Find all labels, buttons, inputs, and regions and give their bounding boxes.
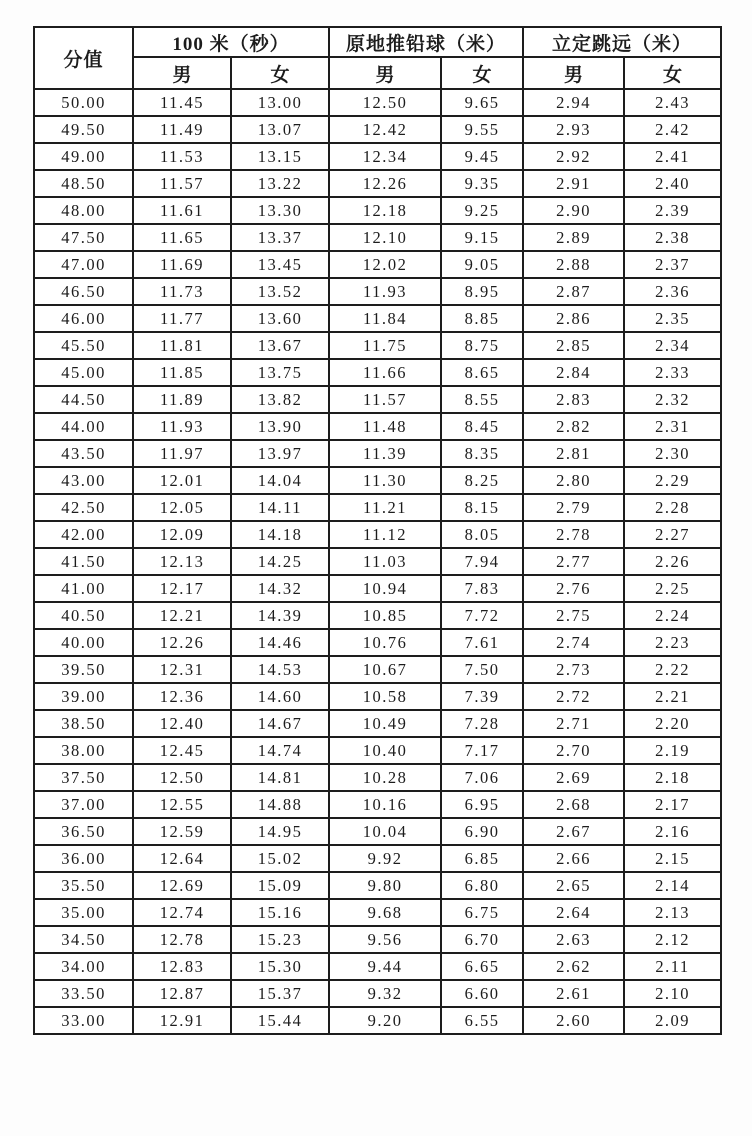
value-cell: 2.75: [523, 602, 624, 629]
value-cell: 2.27: [624, 521, 721, 548]
value-cell: 8.05: [441, 521, 523, 548]
value-cell: 2.15: [624, 845, 721, 872]
value-cell: 2.37: [624, 251, 721, 278]
score-cell: 33.50: [34, 980, 133, 1007]
score-cell: 44.50: [34, 386, 133, 413]
value-cell: 10.94: [329, 575, 441, 602]
value-cell: 10.58: [329, 683, 441, 710]
value-cell: 2.10: [624, 980, 721, 1007]
value-cell: 12.05: [133, 494, 231, 521]
value-cell: 13.52: [231, 278, 329, 305]
value-cell: 2.89: [523, 224, 624, 251]
value-cell: 9.05: [441, 251, 523, 278]
score-cell: 50.00: [34, 89, 133, 116]
value-cell: 13.07: [231, 116, 329, 143]
value-cell: 2.26: [624, 548, 721, 575]
value-cell: 2.71: [523, 710, 624, 737]
score-cell: 44.00: [34, 413, 133, 440]
score-cell: 43.00: [34, 467, 133, 494]
value-cell: 6.80: [441, 872, 523, 899]
value-cell: 2.16: [624, 818, 721, 845]
value-cell: 8.45: [441, 413, 523, 440]
score-cell: 49.00: [34, 143, 133, 170]
table-row: [34, 170, 721, 197]
value-cell: 9.32: [329, 980, 441, 1007]
table-row: [34, 818, 721, 845]
value-cell: 12.87: [133, 980, 231, 1007]
value-cell: 15.16: [231, 899, 329, 926]
value-cell: 11.39: [329, 440, 441, 467]
value-cell: 2.32: [624, 386, 721, 413]
header-standing-long-jump: 立定跳远（米）: [523, 27, 721, 57]
header-100m-female: 女: [231, 57, 329, 89]
value-cell: 12.02: [329, 251, 441, 278]
value-cell: 11.69: [133, 251, 231, 278]
score-cell: 49.50: [34, 116, 133, 143]
value-cell: 8.55: [441, 386, 523, 413]
value-cell: 13.75: [231, 359, 329, 386]
value-cell: 8.85: [441, 305, 523, 332]
score-cell: 42.00: [34, 521, 133, 548]
value-cell: 8.35: [441, 440, 523, 467]
value-cell: 14.11: [231, 494, 329, 521]
value-cell: 2.86: [523, 305, 624, 332]
value-cell: 14.53: [231, 656, 329, 683]
value-cell: 2.66: [523, 845, 624, 872]
value-cell: 9.15: [441, 224, 523, 251]
value-cell: 12.45: [133, 737, 231, 764]
score-cell: 35.00: [34, 899, 133, 926]
value-cell: 9.56: [329, 926, 441, 953]
value-cell: 2.25: [624, 575, 721, 602]
value-cell: 9.65: [441, 89, 523, 116]
value-cell: 13.00: [231, 89, 329, 116]
value-cell: 11.77: [133, 305, 231, 332]
table-row: [34, 224, 721, 251]
score-cell: 36.50: [34, 818, 133, 845]
table-row: [34, 791, 721, 818]
table-row: [34, 575, 721, 602]
value-cell: 9.68: [329, 899, 441, 926]
value-cell: 13.37: [231, 224, 329, 251]
value-cell: 10.49: [329, 710, 441, 737]
value-cell: 8.25: [441, 467, 523, 494]
table-row: [34, 737, 721, 764]
value-cell: 2.34: [624, 332, 721, 359]
table-row: [34, 197, 721, 224]
value-cell: 11.45: [133, 89, 231, 116]
value-cell: 14.60: [231, 683, 329, 710]
value-cell: 11.61: [133, 197, 231, 224]
value-cell: 10.04: [329, 818, 441, 845]
header-shot-put-male: 男: [329, 57, 441, 89]
value-cell: 12.40: [133, 710, 231, 737]
score-cell: 48.50: [34, 170, 133, 197]
value-cell: 7.94: [441, 548, 523, 575]
value-cell: 14.32: [231, 575, 329, 602]
score-cell: 41.00: [34, 575, 133, 602]
table-body: [34, 89, 721, 1034]
value-cell: 12.17: [133, 575, 231, 602]
value-cell: 8.95: [441, 278, 523, 305]
value-cell: 2.85: [523, 332, 624, 359]
value-cell: 11.75: [329, 332, 441, 359]
table-row: [34, 764, 721, 791]
value-cell: 13.82: [231, 386, 329, 413]
value-cell: 13.15: [231, 143, 329, 170]
value-cell: 14.95: [231, 818, 329, 845]
value-cell: 2.19: [624, 737, 721, 764]
score-column-header: 分值: [34, 27, 133, 89]
value-cell: 9.45: [441, 143, 523, 170]
value-cell: 11.85: [133, 359, 231, 386]
value-cell: 2.24: [624, 602, 721, 629]
value-cell: 2.94: [523, 89, 624, 116]
score-cell: 39.50: [34, 656, 133, 683]
value-cell: 2.36: [624, 278, 721, 305]
table-row: [34, 899, 721, 926]
value-cell: 2.62: [523, 953, 624, 980]
value-cell: 12.50: [133, 764, 231, 791]
value-cell: 12.64: [133, 845, 231, 872]
table-row: [34, 548, 721, 575]
value-cell: 7.83: [441, 575, 523, 602]
value-cell: 11.84: [329, 305, 441, 332]
value-cell: 11.21: [329, 494, 441, 521]
value-cell: 2.64: [523, 899, 624, 926]
value-cell: 14.04: [231, 467, 329, 494]
value-cell: 13.22: [231, 170, 329, 197]
value-cell: 13.90: [231, 413, 329, 440]
table-row: [34, 278, 721, 305]
value-cell: 10.67: [329, 656, 441, 683]
score-cell: 37.00: [34, 791, 133, 818]
table-row: [34, 845, 721, 872]
value-cell: 2.22: [624, 656, 721, 683]
value-cell: 2.28: [624, 494, 721, 521]
table-row: [34, 440, 721, 467]
value-cell: 2.39: [624, 197, 721, 224]
table-row: [34, 872, 721, 899]
value-cell: 7.50: [441, 656, 523, 683]
value-cell: 2.11: [624, 953, 721, 980]
value-cell: 2.12: [624, 926, 721, 953]
value-cell: 2.77: [523, 548, 624, 575]
table-row: [34, 926, 721, 953]
table-row: [34, 656, 721, 683]
table-row: [34, 629, 721, 656]
value-cell: 2.63: [523, 926, 624, 953]
value-cell: 14.18: [231, 521, 329, 548]
value-cell: 2.40: [624, 170, 721, 197]
score-cell: 47.50: [34, 224, 133, 251]
value-cell: 14.46: [231, 629, 329, 656]
value-cell: 12.91: [133, 1007, 231, 1034]
value-cell: 9.92: [329, 845, 441, 872]
value-cell: 15.09: [231, 872, 329, 899]
value-cell: 10.28: [329, 764, 441, 791]
score-cell: 42.50: [34, 494, 133, 521]
value-cell: 2.18: [624, 764, 721, 791]
table-header: [34, 27, 721, 89]
value-cell: 2.82: [523, 413, 624, 440]
value-cell: 2.70: [523, 737, 624, 764]
value-cell: 11.97: [133, 440, 231, 467]
score-cell: 48.00: [34, 197, 133, 224]
header-100m: 100 米（秒）: [133, 27, 329, 57]
value-cell: 2.21: [624, 683, 721, 710]
value-cell: 2.35: [624, 305, 721, 332]
value-cell: 2.23: [624, 629, 721, 656]
table-row: [34, 683, 721, 710]
value-cell: 13.67: [231, 332, 329, 359]
score-cell: 46.50: [34, 278, 133, 305]
value-cell: 12.34: [329, 143, 441, 170]
table-row: [34, 143, 721, 170]
value-cell: 11.53: [133, 143, 231, 170]
value-cell: 12.26: [133, 629, 231, 656]
value-cell: 7.39: [441, 683, 523, 710]
value-cell: 11.81: [133, 332, 231, 359]
value-cell: 7.17: [441, 737, 523, 764]
value-cell: 8.15: [441, 494, 523, 521]
value-cell: 2.73: [523, 656, 624, 683]
value-cell: 12.59: [133, 818, 231, 845]
value-cell: 9.55: [441, 116, 523, 143]
value-cell: 15.44: [231, 1007, 329, 1034]
value-cell: 8.65: [441, 359, 523, 386]
value-cell: 11.57: [329, 386, 441, 413]
value-cell: 2.60: [523, 1007, 624, 1034]
value-cell: 2.38: [624, 224, 721, 251]
value-cell: 2.43: [624, 89, 721, 116]
score-cell: 47.00: [34, 251, 133, 278]
table-row: [34, 359, 721, 386]
value-cell: 7.72: [441, 602, 523, 629]
value-cell: 12.01: [133, 467, 231, 494]
value-cell: 12.74: [133, 899, 231, 926]
header-jump-male: 男: [523, 57, 624, 89]
value-cell: 12.09: [133, 521, 231, 548]
value-cell: 2.17: [624, 791, 721, 818]
value-cell: 2.65: [523, 872, 624, 899]
value-cell: 14.88: [231, 791, 329, 818]
table-row: [34, 710, 721, 737]
table-row: [34, 1007, 721, 1034]
value-cell: 2.42: [624, 116, 721, 143]
value-cell: 14.74: [231, 737, 329, 764]
value-cell: 2.79: [523, 494, 624, 521]
value-cell: 2.91: [523, 170, 624, 197]
value-cell: 9.35: [441, 170, 523, 197]
value-cell: 2.90: [523, 197, 624, 224]
score-cell: 38.50: [34, 710, 133, 737]
value-cell: 2.14: [624, 872, 721, 899]
value-cell: 11.93: [329, 278, 441, 305]
score-cell: 35.50: [34, 872, 133, 899]
value-cell: 12.10: [329, 224, 441, 251]
value-cell: 2.20: [624, 710, 721, 737]
value-cell: 7.61: [441, 629, 523, 656]
value-cell: 15.23: [231, 926, 329, 953]
value-cell: 10.40: [329, 737, 441, 764]
value-cell: 8.75: [441, 332, 523, 359]
value-cell: 6.75: [441, 899, 523, 926]
value-cell: 2.41: [624, 143, 721, 170]
score-cell: 41.50: [34, 548, 133, 575]
value-cell: 11.66: [329, 359, 441, 386]
value-cell: 6.70: [441, 926, 523, 953]
value-cell: 12.21: [133, 602, 231, 629]
value-cell: 6.95: [441, 791, 523, 818]
score-cell: 34.00: [34, 953, 133, 980]
header-shot-put-female: 女: [441, 57, 523, 89]
value-cell: 10.85: [329, 602, 441, 629]
value-cell: 15.37: [231, 980, 329, 1007]
value-cell: 13.60: [231, 305, 329, 332]
value-cell: 2.74: [523, 629, 624, 656]
header-sub-row: [34, 57, 721, 89]
table-row: [34, 251, 721, 278]
header-jump-female: 女: [624, 57, 721, 89]
value-cell: 2.78: [523, 521, 624, 548]
score-cell: 43.50: [34, 440, 133, 467]
value-cell: 12.18: [329, 197, 441, 224]
value-cell: 9.25: [441, 197, 523, 224]
value-cell: 12.69: [133, 872, 231, 899]
value-cell: 2.76: [523, 575, 624, 602]
value-cell: 2.68: [523, 791, 624, 818]
value-cell: 12.42: [329, 116, 441, 143]
value-cell: 2.69: [523, 764, 624, 791]
value-cell: 9.20: [329, 1007, 441, 1034]
value-cell: 6.90: [441, 818, 523, 845]
value-cell: 2.29: [624, 467, 721, 494]
score-cell: 40.00: [34, 629, 133, 656]
table-row: [34, 332, 721, 359]
value-cell: 11.12: [329, 521, 441, 548]
value-cell: 9.80: [329, 872, 441, 899]
value-cell: 14.39: [231, 602, 329, 629]
value-cell: 10.16: [329, 791, 441, 818]
value-cell: 2.72: [523, 683, 624, 710]
value-cell: 6.55: [441, 1007, 523, 1034]
table-row: [34, 89, 721, 116]
value-cell: 2.81: [523, 440, 624, 467]
value-cell: 12.78: [133, 926, 231, 953]
value-cell: 12.26: [329, 170, 441, 197]
table-row: [34, 602, 721, 629]
value-cell: 13.30: [231, 197, 329, 224]
value-cell: 2.33: [624, 359, 721, 386]
table-row: [34, 980, 721, 1007]
table-row: [34, 494, 721, 521]
value-cell: 11.65: [133, 224, 231, 251]
value-cell: 2.84: [523, 359, 624, 386]
value-cell: 6.60: [441, 980, 523, 1007]
value-cell: 2.09: [624, 1007, 721, 1034]
score-cell: 36.00: [34, 845, 133, 872]
value-cell: 11.57: [133, 170, 231, 197]
value-cell: 7.06: [441, 764, 523, 791]
value-cell: 14.25: [231, 548, 329, 575]
scoring-standards-table: [33, 26, 722, 1035]
value-cell: 7.28: [441, 710, 523, 737]
value-cell: 2.87: [523, 278, 624, 305]
value-cell: 2.67: [523, 818, 624, 845]
value-cell: 13.97: [231, 440, 329, 467]
value-cell: 15.02: [231, 845, 329, 872]
value-cell: 12.13: [133, 548, 231, 575]
value-cell: 11.03: [329, 548, 441, 575]
score-cell: 39.00: [34, 683, 133, 710]
value-cell: 11.93: [133, 413, 231, 440]
value-cell: 10.76: [329, 629, 441, 656]
value-cell: 11.73: [133, 278, 231, 305]
value-cell: 2.83: [523, 386, 624, 413]
value-cell: 2.80: [523, 467, 624, 494]
score-cell: 38.00: [34, 737, 133, 764]
score-cell: 37.50: [34, 764, 133, 791]
value-cell: 2.92: [523, 143, 624, 170]
value-cell: 9.44: [329, 953, 441, 980]
table-row: [34, 305, 721, 332]
score-cell: 46.00: [34, 305, 133, 332]
value-cell: 2.31: [624, 413, 721, 440]
table-row: [34, 521, 721, 548]
score-cell: 45.50: [34, 332, 133, 359]
value-cell: 12.50: [329, 89, 441, 116]
score-cell: 40.50: [34, 602, 133, 629]
value-cell: 14.81: [231, 764, 329, 791]
value-cell: 12.31: [133, 656, 231, 683]
table-row: [34, 953, 721, 980]
value-cell: 13.45: [231, 251, 329, 278]
value-cell: 2.30: [624, 440, 721, 467]
header-group-row: [34, 27, 721, 57]
value-cell: 2.61: [523, 980, 624, 1007]
value-cell: 2.93: [523, 116, 624, 143]
value-cell: 14.67: [231, 710, 329, 737]
value-cell: 6.85: [441, 845, 523, 872]
table-row: [34, 467, 721, 494]
score-cell: 34.50: [34, 926, 133, 953]
value-cell: 12.36: [133, 683, 231, 710]
value-cell: 12.55: [133, 791, 231, 818]
value-cell: 15.30: [231, 953, 329, 980]
value-cell: 2.88: [523, 251, 624, 278]
header-shot-put: 原地推铅球（米）: [329, 27, 523, 57]
header-100m-male: 男: [133, 57, 231, 89]
value-cell: 11.89: [133, 386, 231, 413]
score-cell: 45.00: [34, 359, 133, 386]
value-cell: 11.49: [133, 116, 231, 143]
table-row: [34, 386, 721, 413]
value-cell: 11.48: [329, 413, 441, 440]
value-cell: 12.83: [133, 953, 231, 980]
table-row: [34, 413, 721, 440]
table-row: [34, 116, 721, 143]
value-cell: 6.65: [441, 953, 523, 980]
value-cell: 2.13: [624, 899, 721, 926]
value-cell: 11.30: [329, 467, 441, 494]
score-cell: 33.00: [34, 1007, 133, 1034]
